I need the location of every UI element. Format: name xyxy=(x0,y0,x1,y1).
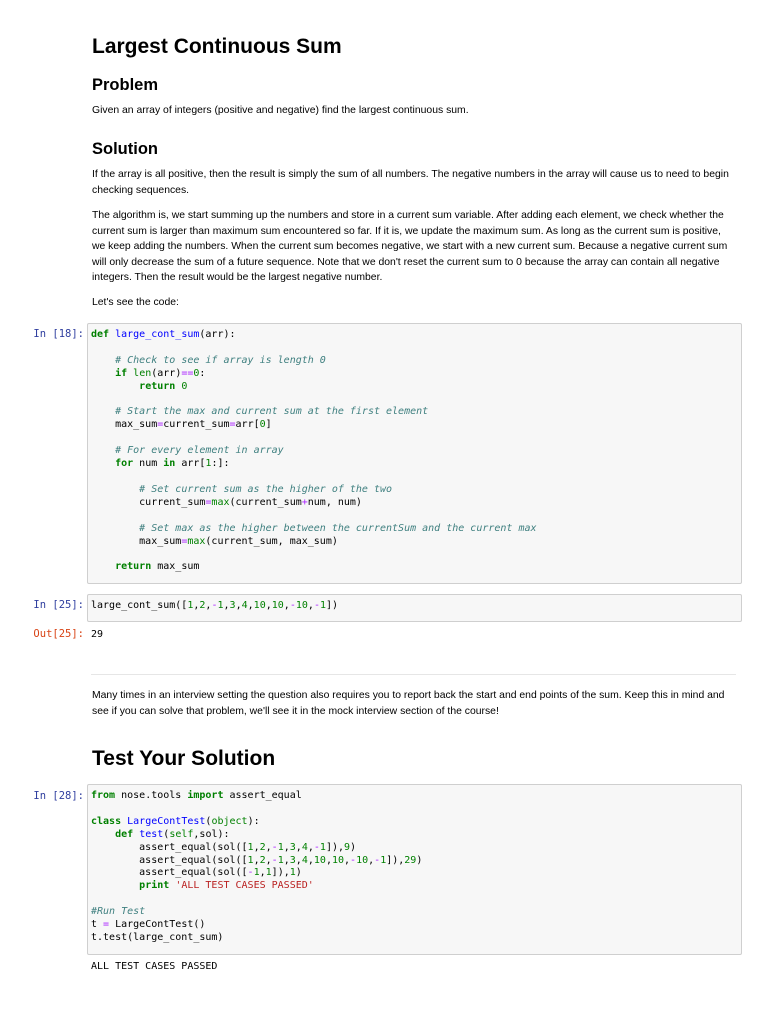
code-line: # Set current sum as the higher of the two xyxy=(139,483,393,495)
cell-25-output: 29 xyxy=(91,629,104,640)
interview-note: Many times in an interview setting the question also requires you to report back the start and end points of the sum. Keep this in mind and see if you can solve that problem, we'll see it in the mock interview section of the course! xyxy=(92,690,725,717)
code-line: if len(arr)==0: xyxy=(115,367,206,379)
code-line: # Start the max and current sum at the first element xyxy=(115,406,429,418)
code-line: t.test(large_cont_sum) xyxy=(91,931,224,943)
cell-divider xyxy=(91,674,736,675)
code-line: def test(self,sol): xyxy=(115,828,230,840)
code-cell-test[interactable] xyxy=(87,784,742,955)
code-line: assert_equal(sol([-1,1]),1) xyxy=(91,867,302,879)
code-line: from nose.tools import assert_equal xyxy=(91,790,302,801)
problem-text: Given an array of integers (positive and negative) find the largest continuous sum. xyxy=(92,105,469,116)
code-editor[interactable] xyxy=(88,329,741,574)
code-line: assert_equal(sol([1,2,-1,3,4,10,10,-10,-1]),29) xyxy=(91,854,423,866)
code-line: def large_cont_sum(arr): xyxy=(91,329,236,340)
test-heading: Test Your Solution xyxy=(92,747,276,770)
code-line: t = LargeContTest() xyxy=(91,919,206,931)
code-cell-large-cont-sum[interactable] xyxy=(87,323,742,584)
code-line: class LargeContTest(object): xyxy=(91,815,260,827)
code-line: return max_sum xyxy=(115,561,200,573)
problem-heading: Problem xyxy=(92,76,159,94)
code-line: # Set max as the higher between the currentSum and the current max xyxy=(139,522,537,534)
code-line: # Check to see if array is length 0 xyxy=(115,354,326,366)
solution-paragraph-2: The algorithm is, we start summing up the numbers and store in a current sum variable. After adding each element, we check whether the current sum is larger than maximum sum encountered so far. If it is, we update the maximum sum. As long as the current sum is positive, we keep adding the numbers. When the current sum becomes negative, we start with a new current sum. Because a negative current sum will only decrease the sum of a future sequence. Note that we don't reset the current sum to 0 because the array can contain all negative integers. Then the result would be the largest negative number. xyxy=(92,210,728,283)
code-line: # For every element in array xyxy=(115,445,284,457)
code-line: current_sum=max(current_sum+num, num) xyxy=(91,496,362,508)
code-editor[interactable] xyxy=(88,600,741,613)
code-line: #Run Test xyxy=(91,906,146,918)
code-line: print 'ALL TEST CASES PASSED' xyxy=(139,880,314,892)
cell-28-in-prompt: In [28]: xyxy=(33,790,84,802)
code-cell-call[interactable] xyxy=(87,594,742,622)
cell-18-in-prompt: In [18]: xyxy=(33,328,84,340)
code-line: max_sum=current_sum=arr[0] xyxy=(91,419,272,431)
page-title: Largest Continuous Sum xyxy=(92,35,342,58)
solution-paragraph-3: Let's see the code: xyxy=(92,297,179,308)
code-line: large_cont_sum([1,2,-1,3,4,10,10,-10,-1]) xyxy=(91,600,339,611)
code-line: return 0 xyxy=(139,380,188,392)
cell-25-in-prompt: In [25]: xyxy=(33,599,84,611)
cell-28-output: ALL TEST CASES PASSED xyxy=(91,961,218,972)
code-line: max_sum=max(current_sum, max_sum) xyxy=(91,535,338,547)
solution-paragraph-1: If the array is all positive, then the result is simply the sum of all numbers. The negative numbers in the array will cause us to need to begin checking sequences. xyxy=(92,169,729,196)
solution-heading: Solution xyxy=(92,140,158,158)
code-editor[interactable] xyxy=(88,790,741,945)
code-line: for num in arr[1:]: xyxy=(115,458,230,470)
cell-25-out-prompt: Out[25]: xyxy=(33,628,84,640)
code-line: assert_equal(sol([1,2,-1,3,4,-1]),9) xyxy=(91,841,357,853)
